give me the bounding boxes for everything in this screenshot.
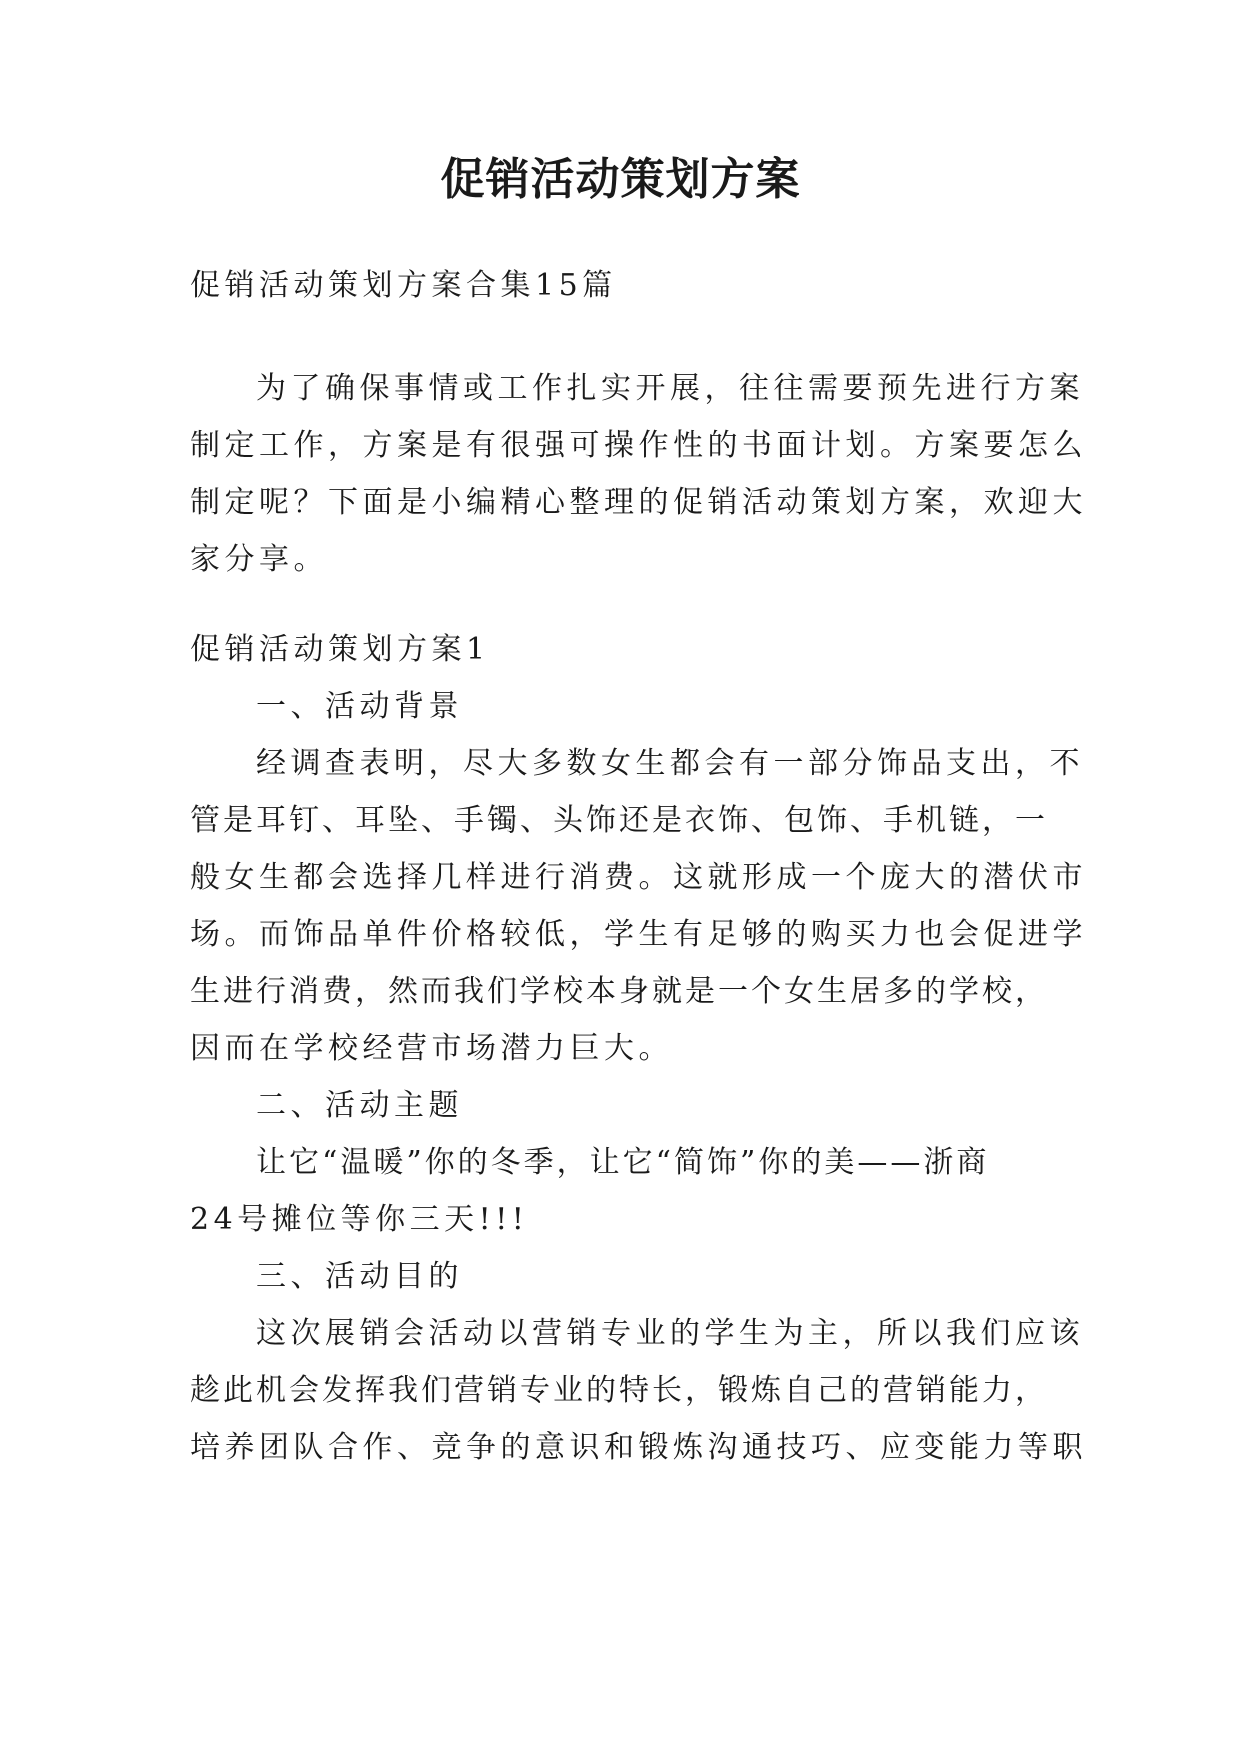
intro-line: 制定工作，方案是有很强可操作性的书面计划。方案要怎么 (190, 428, 1087, 463)
paragraph-line: 生进行消费，然而我们学校本身就是一个女生居多的学校， (190, 974, 1048, 1009)
paragraph-line: 让它“温暖”你的冬季，让它“简饰”你的美——浙商 (256, 1145, 990, 1180)
paragraph-line: 管是耳钉、耳坠、手镯、头饰还是衣饰、包饰、手机链，一 (190, 803, 1048, 838)
paragraph-line: 培养团队合作、竞争的意识和锻炼沟通技巧、应变能力等职 (190, 1430, 1087, 1465)
document-subtitle: 促销活动策划方案合集15篇 (190, 268, 617, 303)
paragraph-line: 这次展销会活动以营销专业的学生为主，所以我们应该 (256, 1316, 1084, 1351)
heading-background: 一、活动背景 (256, 689, 463, 724)
paragraph-line: 24号摊位等你三天!!! (190, 1202, 529, 1237)
paragraph-line: 场。而饰品单件价格较低，学生有足够的购买力也会促进学 (190, 917, 1087, 952)
heading-purpose: 三、活动目的 (256, 1259, 463, 1294)
intro-line: 为了确保事情或工作扎实开展，往往需要预先进行方案 (256, 371, 1084, 406)
paragraph-line: 因而在学校经营市场潜力巨大。 (190, 1031, 673, 1066)
document-title: 促销活动策划方案 (440, 154, 801, 205)
section-heading: 促销活动策划方案1 (190, 632, 490, 667)
heading-theme: 二、活动主题 (256, 1088, 463, 1123)
paragraph-line: 经调查表明，尽大多数女生都会有一部分饰品支出，不 (256, 746, 1084, 781)
intro-line: 家分享。 (190, 542, 328, 577)
paragraph-line: 趁此机会发挥我们营销专业的特长，锻炼自己的营销能力， (190, 1373, 1048, 1408)
intro-line: 制定呢？下面是小编精心整理的促销活动策划方案，欢迎大 (190, 485, 1087, 520)
paragraph-line: 般女生都会选择几样进行消费。这就形成一个庞大的潜伏市 (190, 860, 1087, 895)
